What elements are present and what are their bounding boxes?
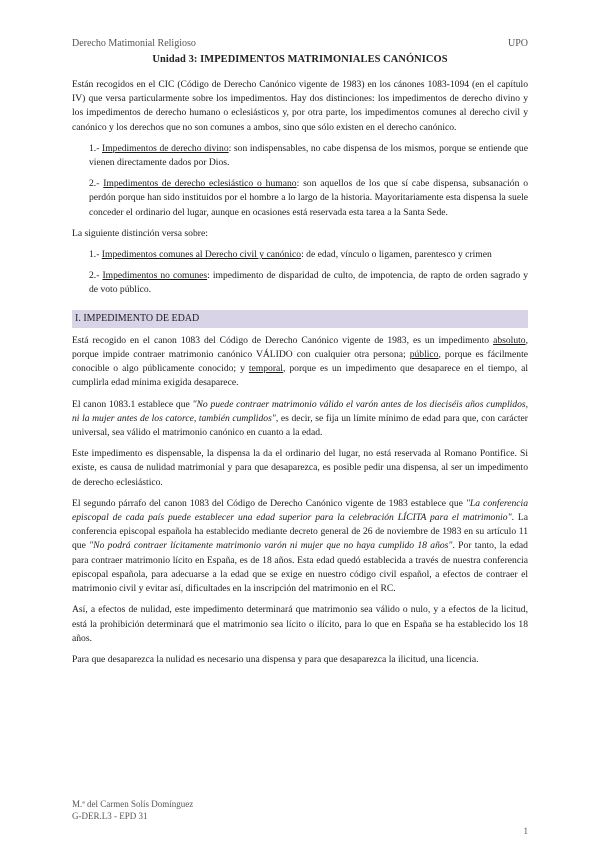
header-university: UPO (507, 38, 528, 49)
canon-quote: "No puede contraer matrimonio válido el varón antes de los dieciséis años cumplidos, ni la mujer antes de los catorce, también cumplidos" (72, 398, 528, 424)
footer-author: M.ª del Carmen Solís Domínguez (72, 799, 194, 809)
list-number: 1.- (89, 249, 102, 261)
list2-item-2 (89, 269, 528, 297)
list-term: Impedimentos de derecho divino (102, 142, 229, 154)
list-text: : son indispensables, no cabe dispensa de los mismos, porque se entiende que vienen directamente dados por Dios. (89, 142, 528, 169)
text-run: Está recogido en el canon 1083 del Código de Derecho Canónico vigente de 1983, es un impedimento (72, 334, 494, 346)
list-number: 2.- (89, 178, 104, 190)
text-run: , es decir, se fija un límite mínimo de edad para que, con carácter universal, sea válido el matrimonio canónico en cuanto a la edad. (72, 412, 529, 439)
text-run: , porque es un impedimento que desaparece en el tiempo, al cumplirla edad mínima exigida desaparece. (72, 363, 528, 389)
decree-quote: "No podrá contraer lícitamente matrimonio varón ni mujer que no haya cumplido 18 años" (89, 540, 453, 552)
underlined-term: temporal (248, 363, 283, 375)
text-run: El canon 1083.1 establece que (72, 398, 193, 410)
list-text: : impedimento de disparidad de culto, de impotencia, de rapto de orden sagrado y de voto público. (89, 270, 528, 296)
header-course: Derecho Matimonial Religioso (72, 38, 196, 49)
text-run: . La conferencia episcopal española ha establecido mediante decreto general de 26 de noviembre de 1983 en su artículo 11 que (72, 512, 528, 552)
paragraph-edad-3: Este impedimento es dispensable, la dispensa la da el ordinario del lugar, no está reservada al Romano Pontifice. Si existe, es causa de nulidad matrimonial y para que desaparezca, es posible pedir una dispensa, al ser un impedimento de derecho eclesiástico. (72, 448, 528, 488)
list-number: 2.- (89, 270, 103, 282)
running-header (72, 38, 528, 52)
page-footer (72, 798, 193, 822)
paragraph-edad-4 (72, 497, 528, 596)
paragraph-edad-6: Para que desaparezca la nulidad es necesario una dispensa y para que desaparezca la ilicitud, una licencia. (72, 653, 479, 665)
list2-item-1 (89, 248, 528, 262)
text-run: , porque impide contraer matrimonio canónico VÁLIDO con cualquier otra persona; (72, 334, 528, 361)
list-term: Impedimentos comunes al Derecho civil y canónico (101, 249, 302, 261)
underlined-term: absoluto (493, 334, 526, 346)
list-text: : de edad, vínculo o ligamen, parentesco y crimen (301, 249, 492, 261)
section-heading: I. IMPEDIMENTO DE EDAD (72, 310, 528, 328)
footer-code: G-DER.L3 - EPD 31 (72, 811, 148, 821)
unit-title: Unidad 3: IMPEDIMENTOS MATRIMONIALES CANÓNICOS (152, 54, 448, 65)
intro-paragraph: Están recogidos en el CIC (Código de Derecho Canónico vigente de 1983) en los cánones 1083-1094 (en el capítulo IV) que versa particularmente sobre los impedimentos. Hay dos distinciones: los impedimentos de derecho divino y los impedimentos de derecho humano o eclesiásticos y, por otra parte, los impedimentos comunes al derecho civil y canónico y los derechos que no son comunes a ambos, sino que sólo existen en el derecho canónico. (72, 79, 528, 133)
list-text: : son aquellos de los que sí cabe dispensa, subsanación o perdón porque han sido instituidos por el hombre a lo largo de la historia. Mayoritariamente esta dispensa la suele conceder el ordinario del lugar, aunque en ocasiones está reservada esta tarea a la Santa Sede. (89, 178, 528, 218)
list-term: Impedimentos de derecho eclesiástico o humano (103, 178, 297, 190)
text-run: , porque es fácilmente conocible o algo públicamente conocido; y (72, 349, 528, 375)
text-run: . Por tanto, la edad para contraer matrimonio lícito en España, es de 18 años. Esta edad quedó establecida a través de nuestra conferencia episcopal española, para adecuarse a la edad que se exige en nuestro código civil español, a efectos de contraer el matrimonio civil y evitar así, dificultades en la inscripción del matrimonio en el RC. (72, 540, 528, 595)
transition-text: La siguiente distinción versa sobre: (72, 227, 208, 239)
canon-quote: "La conferencia episcopal de cada país puede establecer una edad superior para la celebración LÍCITA para el matrimonio" (72, 497, 528, 524)
paragraph-edad-1 (72, 334, 528, 391)
underlined-term: público (409, 349, 439, 361)
page-number: 1 (523, 826, 528, 836)
paragraph-edad-5: Así, a efectos de nulidad, este impedimento determinará que matrimonio sea válido o nulo, y a efectos de la licitud, está la prohibición determinará que el matrimonio sea lícito o ilícito, para lo que en España se ha establecido los 18 años. (72, 604, 528, 644)
list-number: 1.- (89, 142, 102, 154)
list1-item-2 (89, 177, 528, 220)
list-term: Impedimentos no comunes (102, 270, 208, 282)
paragraph-edad-2 (72, 398, 528, 441)
list1-item-1 (89, 142, 528, 170)
text-run: El segundo párrafo del canon 1083 del Código de Derecho Canónico vigente de 1983 establece que (72, 497, 466, 509)
document-body (72, 78, 528, 674)
